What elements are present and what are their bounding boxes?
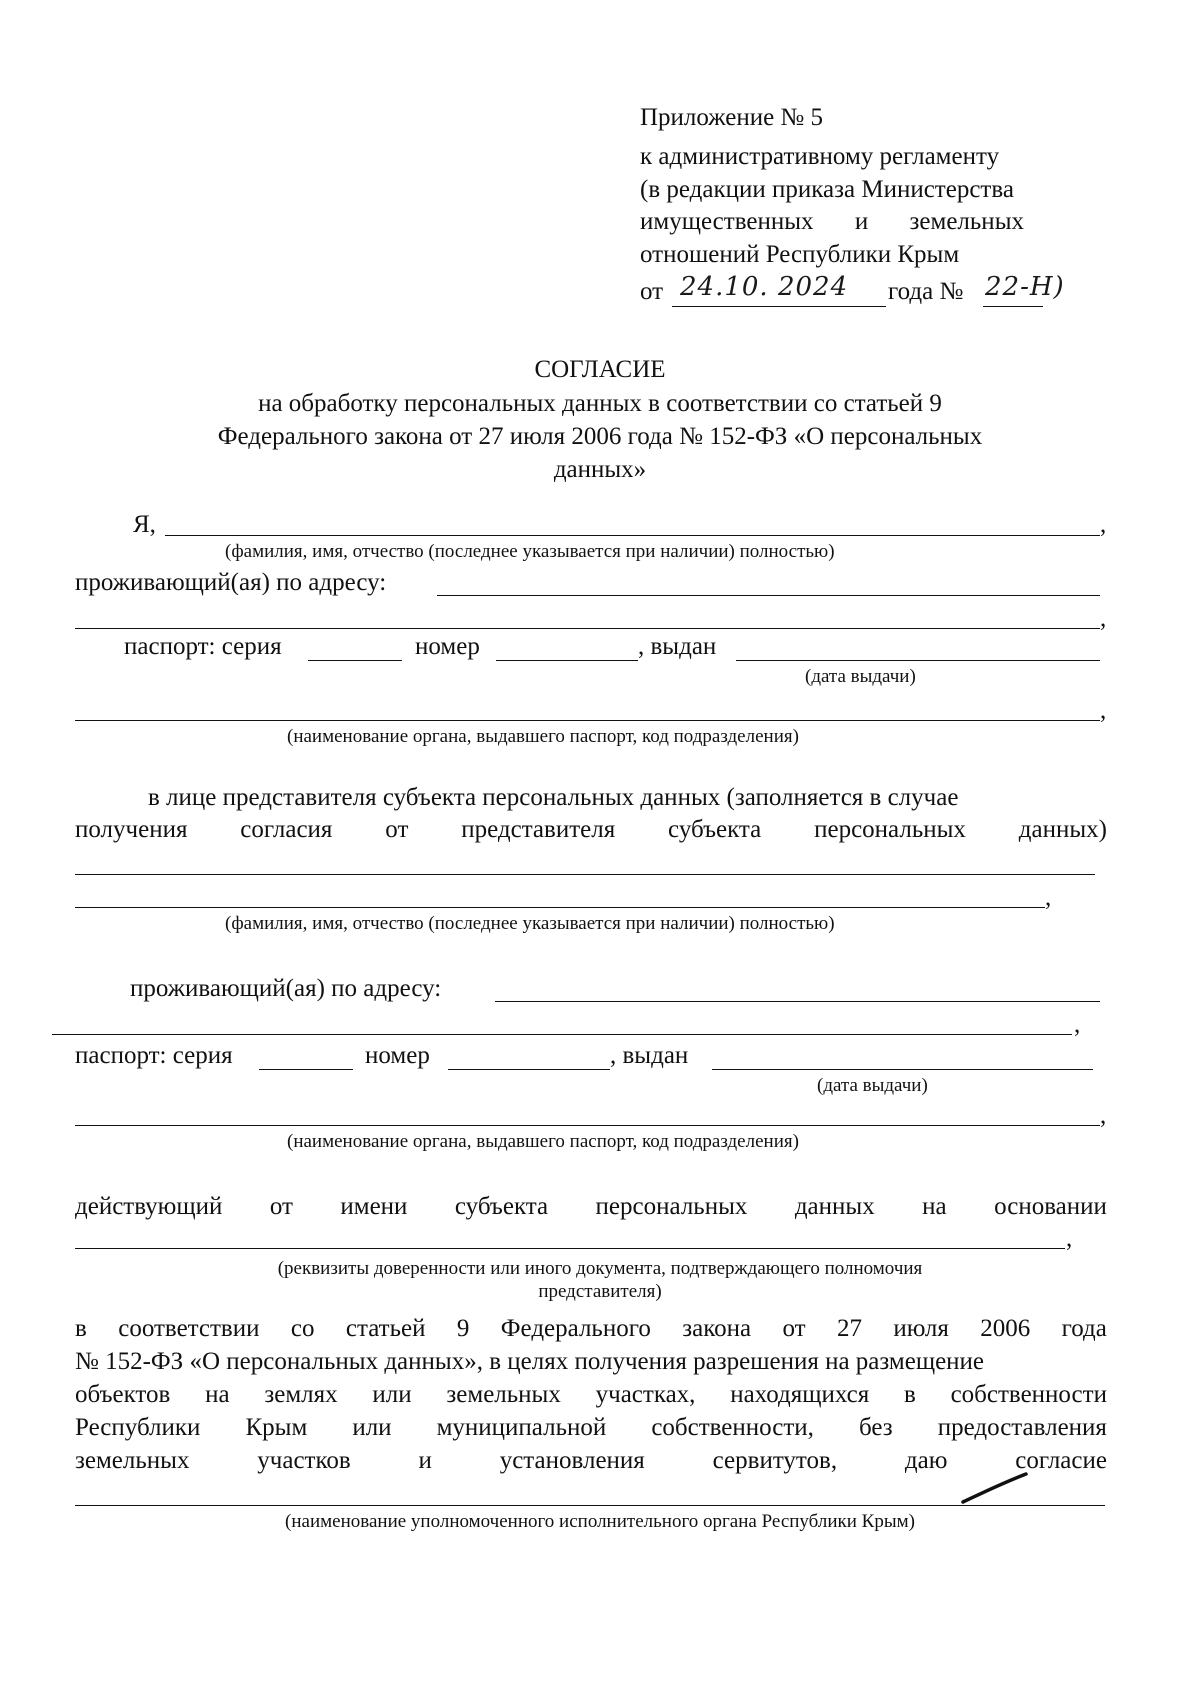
header-line-1: к административному регламенту	[640, 143, 1000, 170]
representative-address-label: проживающий(ая) по адресу:	[130, 975, 442, 1002]
representative-name-caption: (фамилия, имя, отчество (последнее указывается при наличии) полностью)	[225, 913, 835, 934]
from-label: от	[640, 278, 664, 305]
representative-passport-series-label: паспорт: серия	[75, 1042, 233, 1069]
comma: ,	[1100, 511, 1107, 538]
subject-name-field[interactable]	[165, 535, 1100, 536]
representative-issue-date-field[interactable]	[712, 1069, 1093, 1070]
consent-line-2: № 152-ФЗ «О персональных данных», в целях получения разрешения на размещение	[75, 1348, 985, 1375]
subject-name-caption: (фамилия, имя, отчество (последнее указывается при наличии) полностью)	[225, 541, 835, 562]
comma: ,	[1045, 884, 1052, 911]
number-underline	[983, 306, 1043, 307]
date-underline	[672, 306, 886, 307]
representative-authority-caption: (наименование органа, выдавшего паспорт, код подразделения)	[287, 1131, 799, 1152]
representative-name-field[interactable]	[75, 874, 1095, 875]
consent-line-5: земельных участков и установления сервитутов, даю согласие	[75, 1447, 1107, 1474]
subject-authority-field[interactable]	[75, 720, 1100, 721]
title-sub-3: данных»	[553, 456, 647, 483]
i-label: Я,	[133, 511, 156, 538]
document-title: СОГЛАСИЕ	[534, 356, 666, 383]
comma: ,	[1074, 1011, 1081, 1038]
consent-line-3: объектов на землях или земельных участках, находящихся в собственности	[75, 1381, 1107, 1408]
representative-passport-series-field[interactable]	[259, 1069, 353, 1070]
header-line-4: отношений Республики Крым	[640, 241, 960, 268]
subject-passport-series-field[interactable]	[308, 660, 402, 661]
year-number-label: года №	[888, 278, 964, 305]
representative-number-label: номер	[365, 1042, 430, 1069]
subject-address-field-2[interactable]	[75, 628, 1100, 629]
header-line-2: (в редакции приказа Министерства	[640, 176, 1014, 203]
authority-field[interactable]	[75, 1505, 1105, 1506]
representative-intro-1: в лице представителя субъекта персональных данных (заполняется в случае	[148, 784, 959, 811]
subject-number-label: номер	[415, 633, 480, 660]
basis-field[interactable]	[75, 1248, 1065, 1249]
subject-address-field[interactable]	[437, 595, 1100, 596]
representative-authority-field[interactable]	[75, 1125, 1100, 1126]
subject-passport-series-label: паспорт: серия	[124, 633, 282, 660]
comma: ,	[1100, 1102, 1107, 1129]
subject-address-label: проживающий(ая) по адресу:	[75, 569, 387, 596]
header-line-3: имущественных и земельных	[640, 208, 1024, 235]
appendix-number: Приложение № 5	[640, 104, 824, 131]
representative-issued-label: , выдан	[610, 1042, 689, 1069]
representative-date-caption: (дата выдачи)	[817, 1075, 928, 1096]
representative-name-field-2[interactable]	[75, 907, 1045, 908]
basis-caption-2: представителя)	[538, 1281, 662, 1302]
handwritten-date: 24.10. 2024	[680, 272, 849, 302]
representative-address-field[interactable]	[495, 1001, 1100, 1002]
authority-caption: (наименование уполномоченного исполнительного органа Республики Крым)	[285, 1511, 915, 1532]
representative-passport-number-field[interactable]	[448, 1069, 610, 1070]
representative-address-field-2[interactable]	[52, 1034, 1072, 1035]
basis-caption-1: (реквизиты доверенности или иного документа, подтверждающего полномочия	[277, 1258, 923, 1279]
comma: ,	[1066, 1225, 1073, 1252]
subject-passport-number-field[interactable]	[496, 660, 638, 661]
comma: ,	[1100, 605, 1107, 632]
subject-issued-label: , выдан	[638, 633, 717, 660]
acting-on-behalf-line: действующий от имени субъекта персональных данных на основании	[75, 1193, 1107, 1220]
subject-authority-caption: (наименование органа, выдавшего паспорт, код подразделения)	[287, 726, 799, 747]
title-sub-1: на обработку персональных данных в соответствии со статьей 9	[258, 390, 942, 417]
handwritten-number: 22-Н)	[985, 272, 1065, 302]
consent-line-1: в соответствии со статьей 9 Федерального закона от 27 июля 2006 года	[75, 1315, 1107, 1342]
title-sub-2: Федерального закона от 27 июля 2006 года № 152-ФЗ «О персональных	[217, 423, 983, 450]
subject-date-caption: (дата выдачи)	[805, 666, 916, 687]
subject-issue-date-field[interactable]	[736, 660, 1100, 661]
pen-mark-icon	[960, 1470, 1030, 1506]
comma: ,	[1100, 697, 1107, 724]
representative-intro-2: получения согласия от представителя субъекта персональных данных)	[75, 816, 1107, 843]
consent-line-4: Республики Крым или муниципальной собственности, без предоставления	[75, 1414, 1107, 1441]
